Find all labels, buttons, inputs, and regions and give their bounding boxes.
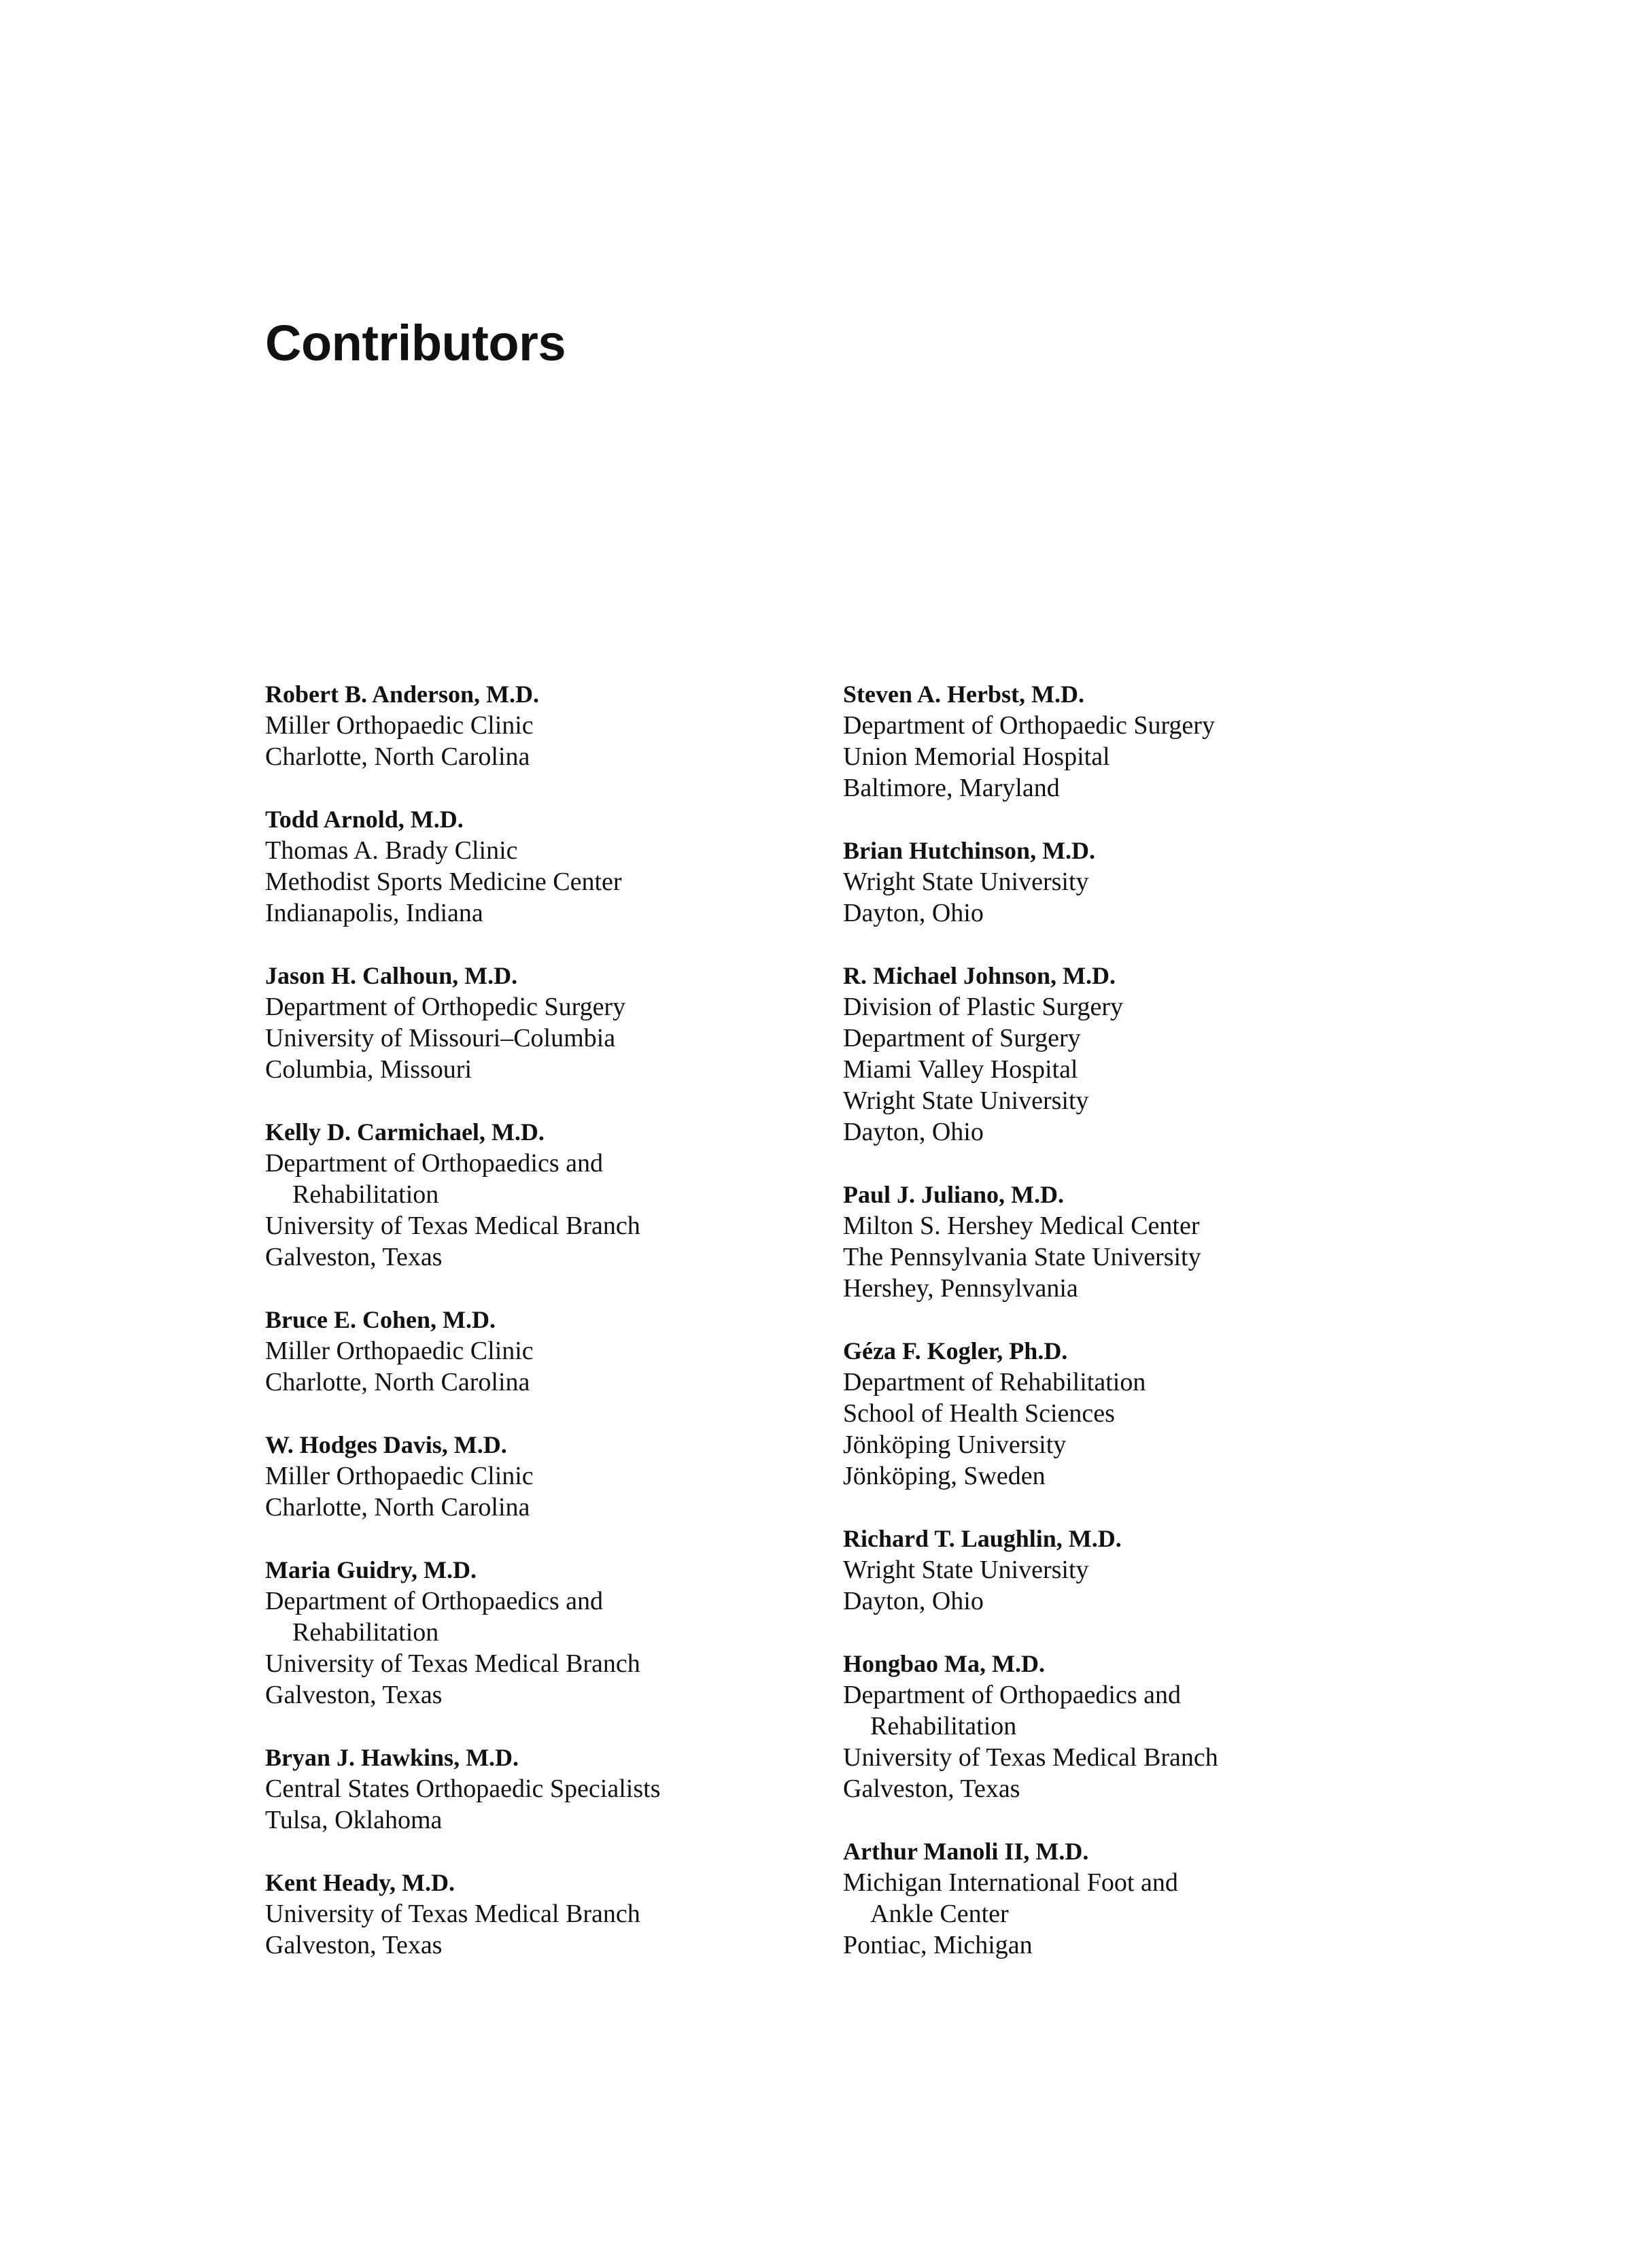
affiliation-line: Galveston, Texas <box>265 1243 443 1271</box>
affiliation-line: Jönköping, Sweden <box>843 1462 1046 1490</box>
contributor-entry <box>265 960 809 1085</box>
affiliation-line: Indianapolis, Indiana <box>265 899 483 927</box>
contributor-name: Steven A. Herbst, M.D. <box>843 681 1084 708</box>
contributor-entry <box>843 1335 1387 1492</box>
affiliation-line: Thomas A. Brady Clinic <box>265 836 518 865</box>
contributor-name: Kelly D. Carmichael, M.D. <box>265 1118 545 1146</box>
contributor-name: W. Hodges Davis, M.D. <box>265 1431 507 1458</box>
contributor-name: Todd Arnold, M.D. <box>265 806 464 833</box>
contributor-entry <box>265 1304 809 1398</box>
affiliation-line: University of Texas Medical Branch <box>265 1649 640 1678</box>
affiliation-line: Columbia, Missouri <box>265 1055 472 1084</box>
affiliation-line: Division of Plastic Surgery <box>843 993 1124 1021</box>
affiliation-line: Galveston, Texas <box>843 1774 1020 1803</box>
contributor-entry <box>265 1867 809 1961</box>
affiliation-line: Department of Surgery <box>843 1024 1081 1052</box>
contributor-entry <box>265 679 809 772</box>
contributor-name: R. Michael Johnson, M.D. <box>843 962 1116 989</box>
affiliation-line: Miller Orthopaedic Clinic <box>265 1337 534 1365</box>
page-title: Contributors <box>265 315 566 371</box>
affiliation-line: Pontiac, Michigan <box>843 1931 1033 1959</box>
contributor-entry <box>843 1523 1387 1617</box>
affiliation-line: Department of Orthopaedic Surgery <box>843 711 1215 740</box>
contributor-name: Jason H. Calhoun, M.D. <box>265 962 518 989</box>
affiliation-line: Miami Valley Hospital <box>843 1055 1078 1084</box>
affiliation-line: Department of Rehabilitation <box>843 1368 1146 1396</box>
affiliation-line: Miller Orthopaedic Clinic <box>265 1462 534 1490</box>
affiliation-line: The Pennsylvania State University <box>843 1243 1201 1271</box>
affiliation-line: Milton S. Hershey Medical Center <box>843 1212 1200 1240</box>
affiliation-line: Department of Orthopaedics and <box>843 1681 1181 1709</box>
affiliation-line: Ankle Center <box>870 1900 1009 1928</box>
affiliation-line: Hershey, Pennsylvania <box>843 1274 1078 1303</box>
affiliation-line: Baltimore, Maryland <box>843 774 1060 802</box>
affiliation-line: University of Texas Medical Branch <box>843 1743 1218 1772</box>
affiliation-line: Galveston, Texas <box>265 1931 443 1959</box>
affiliation-line: Wright State University <box>843 868 1089 896</box>
affiliation-line: Rehabilitation <box>292 1618 439 1647</box>
affiliation-line: Department of Orthopedic Surgery <box>265 993 626 1021</box>
contributor-entry <box>265 804 809 929</box>
affiliation-line: Galveston, Texas <box>265 1681 443 1709</box>
affiliation-line: Wright State University <box>843 1086 1089 1115</box>
contributors-left-column <box>265 679 809 1992</box>
affiliation-line: Charlotte, North Carolina <box>265 1368 530 1396</box>
contributor-name: Brian Hutchinson, M.D. <box>843 837 1096 864</box>
affiliation-line: University of Missouri–Columbia <box>265 1024 616 1052</box>
affiliation-line: Wright State University <box>843 1556 1089 1584</box>
contributor-entry <box>265 1116 809 1273</box>
affiliation-line: Charlotte, North Carolina <box>265 742 530 771</box>
affiliation-line: Methodist Sports Medicine Center <box>265 868 622 896</box>
affiliation-line: Rehabilitation <box>292 1180 439 1209</box>
contributor-entry <box>843 1836 1387 1961</box>
affiliation-line: Miller Orthopaedic Clinic <box>265 711 534 740</box>
affiliation-line: Dayton, Ohio <box>843 1118 984 1146</box>
affiliation-line: University of Texas Medical Branch <box>265 1900 640 1928</box>
affiliation-line: Dayton, Ohio <box>843 1587 984 1615</box>
contributor-name: Paul J. Juliano, M.D. <box>843 1181 1065 1208</box>
contributor-name: Géza F. Kogler, Ph.D. <box>843 1337 1068 1365</box>
contributor-entry <box>265 1554 809 1711</box>
affiliation-line: School of Health Sciences <box>843 1399 1115 1428</box>
contributor-entry <box>843 679 1387 804</box>
contributors-right-column <box>843 679 1387 1992</box>
affiliation-line: University of Texas Medical Branch <box>265 1212 640 1240</box>
contributor-name: Arthur Manoli II, M.D. <box>843 1838 1089 1865</box>
contributor-entry <box>843 835 1387 929</box>
contributor-name: Bruce E. Cohen, M.D. <box>265 1306 496 1333</box>
affiliation-line: Department of Orthopaedics and <box>265 1149 603 1178</box>
contributor-name: Richard T. Laughlin, M.D. <box>843 1525 1122 1552</box>
affiliation-line: Charlotte, North Carolina <box>265 1493 530 1522</box>
affiliation-line: Rehabilitation <box>870 1712 1017 1740</box>
contributor-entry <box>843 1648 1387 1804</box>
affiliation-line: Central States Orthopaedic Specialists <box>265 1774 661 1803</box>
affiliation-line: Tulsa, Oklahoma <box>265 1806 443 1834</box>
affiliation-line: Department of Orthopaedics and <box>265 1587 603 1615</box>
contributor-entry <box>843 1179 1387 1304</box>
affiliation-line: Dayton, Ohio <box>843 899 984 927</box>
contributor-entry <box>265 1742 809 1836</box>
contributor-entry <box>843 960 1387 1148</box>
affiliation-line: Michigan International Foot and <box>843 1868 1178 1897</box>
contributor-name: Maria Guidry, M.D. <box>265 1556 477 1583</box>
contributor-name: Bryan J. Hawkins, M.D. <box>265 1744 519 1771</box>
affiliation-line: Union Memorial Hospital <box>843 742 1110 771</box>
contributor-name: Robert B. Anderson, M.D. <box>265 681 539 708</box>
contributor-entry <box>265 1429 809 1523</box>
contributor-name: Kent Heady, M.D. <box>265 1869 455 1896</box>
contributor-name: Hongbao Ma, M.D. <box>843 1650 1045 1677</box>
affiliation-line: Jönköping University <box>843 1430 1067 1459</box>
